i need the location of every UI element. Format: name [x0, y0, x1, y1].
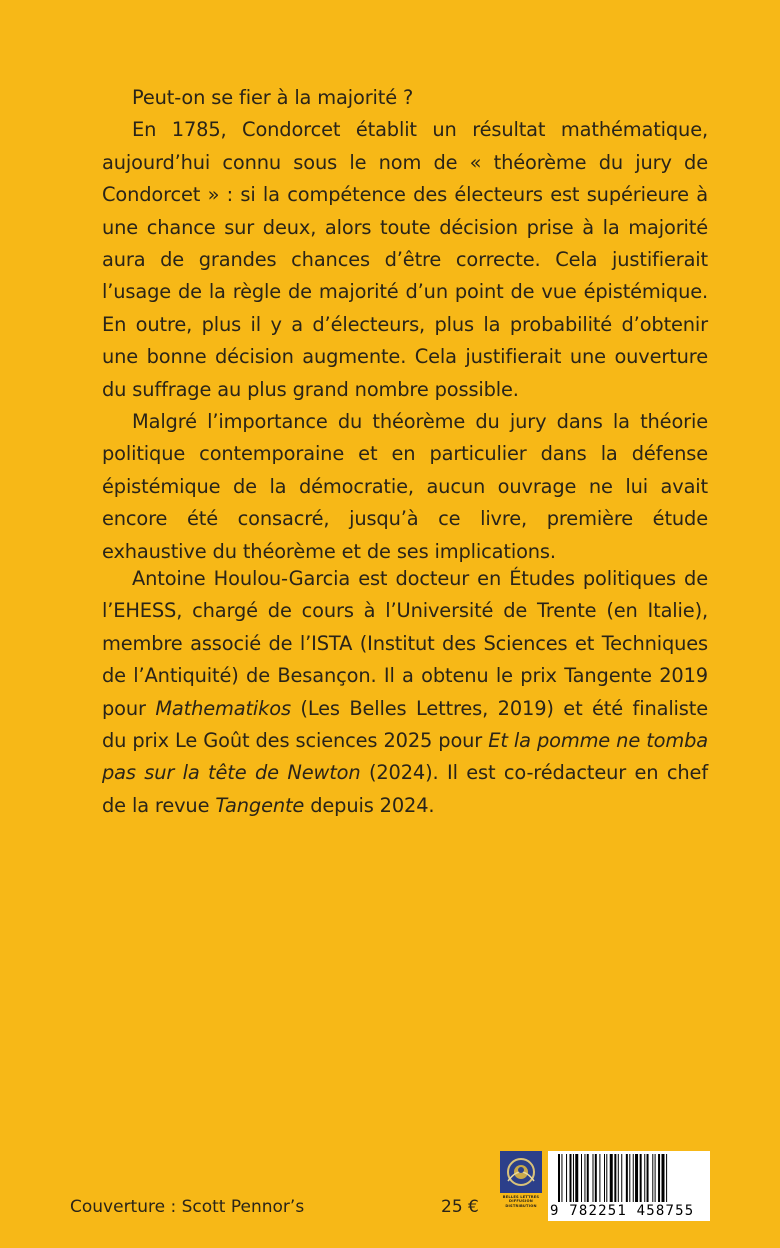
publisher-emblem-icon	[500, 1151, 542, 1193]
blurb-question: Peut-on se fier à la majorité ?	[132, 86, 414, 109]
bio-text-3: (2024). Il est co-rédacteur en chef de la revue	[102, 761, 708, 817]
publisher-logo-text: BELLES LETTRES DIFFUSION DISTRIBUTION	[502, 1195, 540, 1208]
bio-text-1: Antoine Houlou-Garcia est docteur en Études politiques de l’EHESS, chargé de cours à l’Université de Trente (en Italie), membre associé de l’ISTA (Institut des Sciences et Techniques de l’Antiquité) de Besançon. Il a obtenu le prix Tangente 2019 pour	[102, 567, 708, 720]
barcode-bars	[558, 1154, 706, 1202]
author-bio-paragraph	[102, 563, 708, 822]
isbn-number: 9 782251 458755	[550, 1203, 695, 1219]
price: 25 €	[441, 1197, 479, 1217]
publisher-logo	[500, 1151, 542, 1215]
bio-text-4: depuis 2024.	[304, 793, 435, 817]
magazine-title-tangente: Tangente	[215, 793, 305, 817]
author-bio	[102, 563, 708, 822]
book-title-mathematikos: Mathematikos	[155, 696, 291, 720]
isbn-barcode	[548, 1151, 710, 1221]
blurb-paragraph-importance: Malgré l’importance du théorème du jury dans la théorie politique contemporaine et en particulier dans la défense épistémique de la démocratie, aucun ouvrage ne lui avait encore été consacré, jusqu’à ce livre, première étude exhaustive du théorème et de ses implications.	[102, 410, 708, 563]
cover-credit: Couverture : Scott Pennor’s	[70, 1197, 305, 1217]
blurb	[102, 82, 708, 568]
book-title-pomme: Et la pomme ne tomba pas sur la tête de Newton	[102, 729, 708, 785]
bio-text-2: (Les Belles Lettres, 2019) et été finaliste du prix Le Goût des sciences 2025 pour	[102, 696, 708, 753]
blurb-paragraph-condorcet: En 1785, Condorcet établit un résultat mathématique, aujourd’hui connu sous le nom de « théorème du jury de Condorcet » : si la compétence des électeurs est supérieure à une chance sur deux, alors toute décision prise à la majorité aura de grandes chances d’être correcte. Cela justifierait l’usage de la règle de majorité d’un point de vue épistémique. En outre, plus il y a d’électeurs, plus la probabilité d’obtenir une bonne décision augmente. Cela justifierait une ouverture du suffrage au plus grand nombre possible.	[102, 118, 708, 401]
